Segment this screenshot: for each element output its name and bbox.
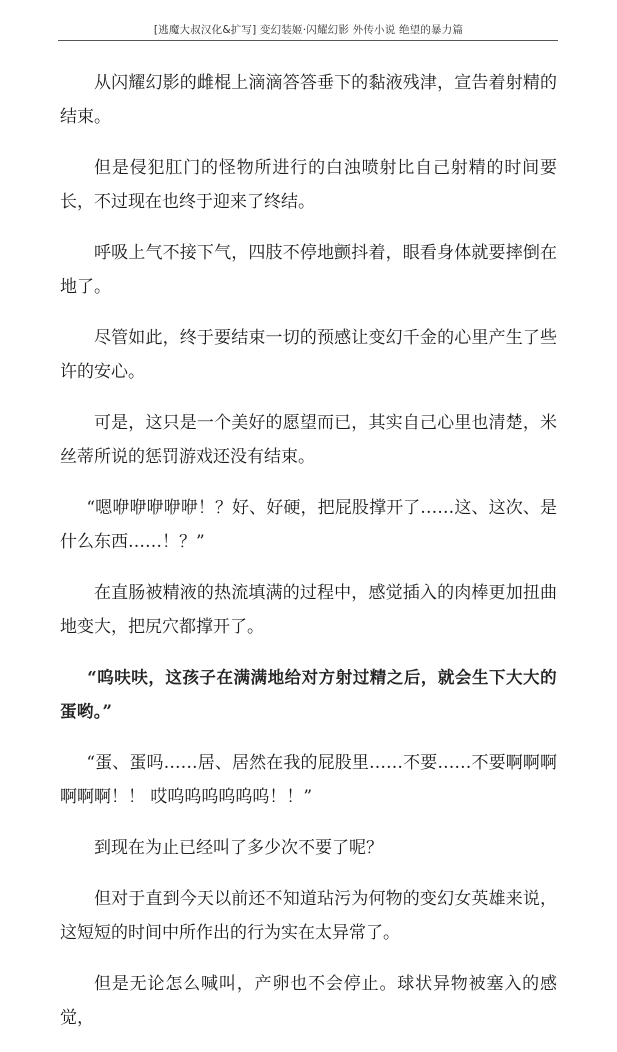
paragraph-6: “嗯咿咿咿咿咿！？好、好硬，把屁股撑开了……这、这次、是什么东西……！？” bbox=[60, 498, 557, 552]
document-body bbox=[60, 66, 557, 1052]
header-divider bbox=[58, 40, 558, 41]
paragraph-5: 可是，这只是一个美好的愿望而已，其实自己心里也清楚，米丝蒂所说的惩罚游戏还没有结束。 bbox=[60, 413, 557, 467]
paragraph-1: 从闪耀幻影的雌棍上滴滴答答垂下的黏液残津，宣告着射精的结束。 bbox=[60, 73, 557, 127]
paragraph-12: 但是无论怎么喊叫，产卵也不会停止。球状异物被塞入的感觉， bbox=[60, 974, 557, 1028]
paragraph-11: 但对于直到今天以前还不知道玷污为何物的变幻女英雄来说，这短短的时间中所作出的行为实在太异常了。 bbox=[60, 889, 557, 943]
paragraph-9: “蛋、蛋吗……居、居然在我的屁股里……不要……不要啊啊啊啊啊啊！！ 哎呜呜呜呜呜呜！！” bbox=[60, 753, 557, 807]
paragraph-3: 呼吸上气不接下气，四肢不停地颤抖着，眼看身体就要摔倒在地了。 bbox=[60, 243, 557, 297]
paragraph-7: 在直肠被精液的热流填满的过程中，感觉插入的肉棒更加扭曲地变大，把尻穴都撑开了。 bbox=[60, 583, 557, 637]
paragraph-8-emphasis: “呜呋呋，这孩子在满满地给对方射过精之后，就会生下大大的蛋哟。” bbox=[60, 668, 557, 721]
paragraph-10: 到现在为止已经叫了多少次不要了呢？ bbox=[94, 838, 383, 858]
paragraph-4: 尽管如此，终于要结束一切的预感让变幻千金的心里产生了些许的安心。 bbox=[60, 328, 557, 382]
paragraph-2: 但是侵犯肛门的怪物所进行的白浊喷射比自己射精的时间要长，不过现在也终于迎来了终结。 bbox=[60, 158, 557, 212]
page-header: [逃魔大叔汉化&扩写] 变幻装姬·闪耀幻影 外传小说 绝望的暴力篇 bbox=[153, 24, 464, 36]
